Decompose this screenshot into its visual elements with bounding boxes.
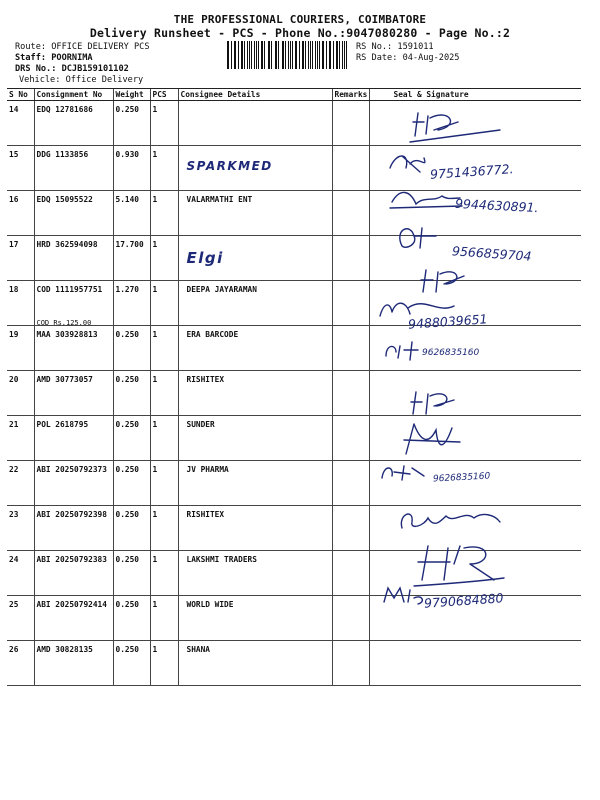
weight-cell (113, 641, 150, 686)
pcs-cell (150, 551, 178, 596)
weight-cell (113, 506, 150, 551)
pcs-cell (150, 506, 178, 551)
pcs-cell (150, 101, 178, 146)
table-header-row (7, 89, 581, 101)
rs-number: RS No.: 1591011 (356, 42, 434, 52)
pcs-text: 1 (152, 150, 158, 159)
consignment-cell (34, 416, 113, 461)
remarks-cell (332, 326, 369, 371)
vehicle-label: Vehicle: Office Delivery (19, 75, 144, 85)
pcs-text: 1 (152, 555, 158, 564)
sno-cell (7, 281, 34, 326)
sno-text: 25 (9, 600, 19, 609)
col-consignment-header: Consignment No (34, 89, 113, 101)
signature-phone-number: 9488039651 (407, 311, 488, 332)
consignee-cell (178, 641, 332, 686)
remarks-cell (332, 281, 369, 326)
consignee-cell (178, 596, 332, 641)
remarks-cell (332, 596, 369, 641)
weight-cell (113, 551, 150, 596)
consignee-text: DEEPA JAYARAMAN (186, 285, 257, 294)
consignee-text: JV PHARMA (186, 465, 229, 474)
remarks-cell (332, 146, 369, 191)
consignment-cell (34, 236, 113, 281)
remarks-cell (332, 371, 369, 416)
handwritten-consignee: SPARKMED (186, 159, 273, 173)
sno-text: 23 (9, 510, 19, 519)
consignee-text: LAKSHMI TRADERS (186, 555, 257, 564)
consignment-text: HRD 362594098 (36, 240, 98, 249)
col-pcs-header: PCS (150, 89, 178, 101)
sno-text: 18 (9, 285, 19, 294)
consignment-cell (34, 461, 113, 506)
consignment-text: AMD 30773057 (36, 375, 93, 384)
pcs-cell (150, 596, 178, 641)
consignee-text: SHANA (186, 645, 210, 654)
sno-text: 16 (9, 195, 19, 204)
signature-phone-number: 9566859704 (451, 243, 532, 264)
remarks-cell (332, 236, 369, 281)
weight-cell (113, 371, 150, 416)
remarks-cell (332, 101, 369, 146)
weight-text: 17.700 (115, 240, 144, 249)
consignee-cell (178, 101, 332, 146)
weight-cell (113, 416, 150, 461)
pcs-cell (150, 641, 178, 686)
weight-cell (113, 191, 150, 236)
sno-cell (7, 461, 34, 506)
consignee-cell (178, 236, 332, 281)
sno-cell (7, 596, 34, 641)
sno-cell (7, 326, 34, 371)
cod-amount: COD Rs.125.00 (36, 319, 92, 327)
barcode-image (227, 41, 349, 69)
pcs-text: 1 (152, 105, 158, 114)
weight-text: 0.250 (115, 330, 139, 339)
consignment-text: POL 2618795 (36, 420, 89, 429)
col-remarks-header: Remarks (332, 89, 369, 101)
consignee-text: ERA BARCODE (186, 330, 239, 339)
weight-cell (113, 281, 150, 326)
signature-scribble (378, 294, 488, 344)
sno-text: 14 (9, 105, 19, 114)
pcs-text: 1 (152, 375, 158, 384)
staff-label: Staff: POORNIMA (15, 53, 93, 63)
consignment-cell (34, 506, 113, 551)
pcs-cell (150, 416, 178, 461)
pcs-cell (150, 461, 178, 506)
consignee-cell (178, 371, 332, 416)
pcs-cell (150, 236, 178, 281)
consignee-cell (178, 281, 332, 326)
weight-text: 0.250 (115, 555, 139, 564)
consignment-cell (34, 191, 113, 236)
consignment-cell (34, 371, 113, 416)
weight-cell (113, 461, 150, 506)
col-signature-header: Seal & Signature (369, 89, 581, 101)
remarks-cell (332, 551, 369, 596)
consignment-text: ABI 20250792383 (36, 555, 107, 564)
col-sno-header: S No (7, 89, 34, 101)
pcs-text: 1 (152, 465, 158, 474)
consignment-cell (34, 326, 113, 371)
sno-text: 19 (9, 330, 19, 339)
consignee-cell (178, 416, 332, 461)
sno-cell (7, 236, 34, 281)
weight-text: 5.140 (115, 195, 139, 204)
pcs-cell (150, 191, 178, 236)
signature-scribble (382, 584, 492, 634)
consignee-text: RISHITEX (186, 510, 225, 519)
sno-text: 24 (9, 555, 19, 564)
signature-phone-number: 9790684880 (423, 590, 504, 611)
sno-cell (7, 191, 34, 236)
consignment-text: EDQ 12781686 (36, 105, 93, 114)
consignee-text: RISHITEX (186, 375, 225, 384)
consignee-cell (178, 146, 332, 191)
weight-cell (113, 146, 150, 191)
consignment-text: ABI 20250792398 (36, 510, 107, 519)
consignment-text: DDG 1133856 (36, 150, 89, 159)
signature-phone-number: 9626835160 (432, 471, 491, 485)
consignee-text: SUNDER (186, 420, 215, 429)
weight-text: 0.250 (115, 510, 139, 519)
sno-text: 26 (9, 645, 19, 654)
weight-text: 1.270 (115, 285, 139, 294)
remarks-cell (332, 191, 369, 236)
consignment-cell (34, 551, 113, 596)
sno-cell (7, 551, 34, 596)
pcs-cell (150, 146, 178, 191)
company-title: THE PROFESSIONAL COURIERS, COIMBATORE (173, 13, 427, 26)
weight-cell (113, 326, 150, 371)
signature-phone-number: 9626835160 (422, 348, 480, 358)
table-row (7, 326, 581, 371)
consignee-cell (178, 461, 332, 506)
route-label: Route: OFFICE DELIVERY PCS (15, 42, 150, 52)
sno-text: 22 (9, 465, 19, 474)
pcs-cell (150, 371, 178, 416)
weight-text: 0.250 (115, 375, 139, 384)
pcs-text: 1 (152, 240, 158, 249)
signature-scribble (384, 340, 494, 390)
sno-text: 20 (9, 375, 19, 384)
pcs-text: 1 (152, 510, 158, 519)
pcs-text: 1 (152, 195, 158, 204)
sno-cell (7, 641, 34, 686)
sno-cell (7, 146, 34, 191)
pcs-text: 1 (152, 330, 158, 339)
signature-scribble (414, 540, 524, 590)
weight-cell (113, 596, 150, 641)
consignment-text: ABI 20250792414 (36, 600, 107, 609)
remarks-cell (332, 461, 369, 506)
signature-phone-number: 9751436772. (429, 161, 514, 182)
sno-text: 21 (9, 420, 19, 429)
table-row (7, 641, 581, 686)
remarks-cell (332, 506, 369, 551)
weight-text: 0.250 (115, 105, 139, 114)
rs-date: RS Date: 04-Aug-2025 (356, 53, 460, 63)
pcs-text: 1 (152, 600, 158, 609)
sno-text: 15 (9, 150, 19, 159)
consignment-text: COD 1111957751 (36, 285, 103, 294)
sno-cell (7, 101, 34, 146)
sno-cell (7, 416, 34, 461)
signature-cell (369, 641, 581, 686)
consignment-cell (34, 281, 113, 326)
weight-cell (113, 101, 150, 146)
consignment-cell (34, 641, 113, 686)
consignment-cell (34, 101, 113, 146)
pcs-text: 1 (152, 285, 158, 294)
pcs-text: 1 (152, 645, 158, 654)
weight-text: 0.250 (115, 465, 139, 474)
consignment-text: AMD 30828135 (36, 645, 93, 654)
consignee-cell (178, 551, 332, 596)
col-weight-header: Weight (113, 89, 150, 101)
consignee-cell (178, 326, 332, 371)
weight-cell (113, 236, 150, 281)
weight-text: 0.250 (115, 645, 139, 654)
pcs-text: 1 (152, 420, 158, 429)
weight-text: 0.250 (115, 600, 139, 609)
consignee-cell (178, 506, 332, 551)
consignment-text: ABI 20250792373 (36, 465, 107, 474)
consignment-cell (34, 596, 113, 641)
weight-text: 0.930 (115, 150, 139, 159)
sno-cell (7, 371, 34, 416)
consignment-cell (34, 146, 113, 191)
drs-number: DRS No.: DCJB159101102 (15, 64, 129, 74)
consignee-text: VALARMATHI ENT (186, 195, 253, 204)
remarks-cell (332, 416, 369, 461)
remarks-cell (332, 641, 369, 686)
pcs-cell (150, 326, 178, 371)
consignee-text: WORLD WIDE (186, 600, 234, 609)
consignee-cell (178, 191, 332, 236)
col-consignee-header: Consignee Details (178, 89, 332, 101)
weight-text: 0.250 (115, 420, 139, 429)
consignment-text: EDQ 15095522 (36, 195, 93, 204)
runsheet-title: Delivery Runsheet - PCS - Phone No.:9047080280 - Page No.:2 (89, 26, 511, 40)
pcs-cell (150, 281, 178, 326)
signature-phone-number: 9944630891. (454, 195, 539, 216)
handwritten-consignee: Elgi (186, 249, 224, 267)
consignment-text: MAA 303928813 (36, 330, 98, 339)
sno-text: 17 (9, 240, 19, 249)
sno-cell (7, 506, 34, 551)
